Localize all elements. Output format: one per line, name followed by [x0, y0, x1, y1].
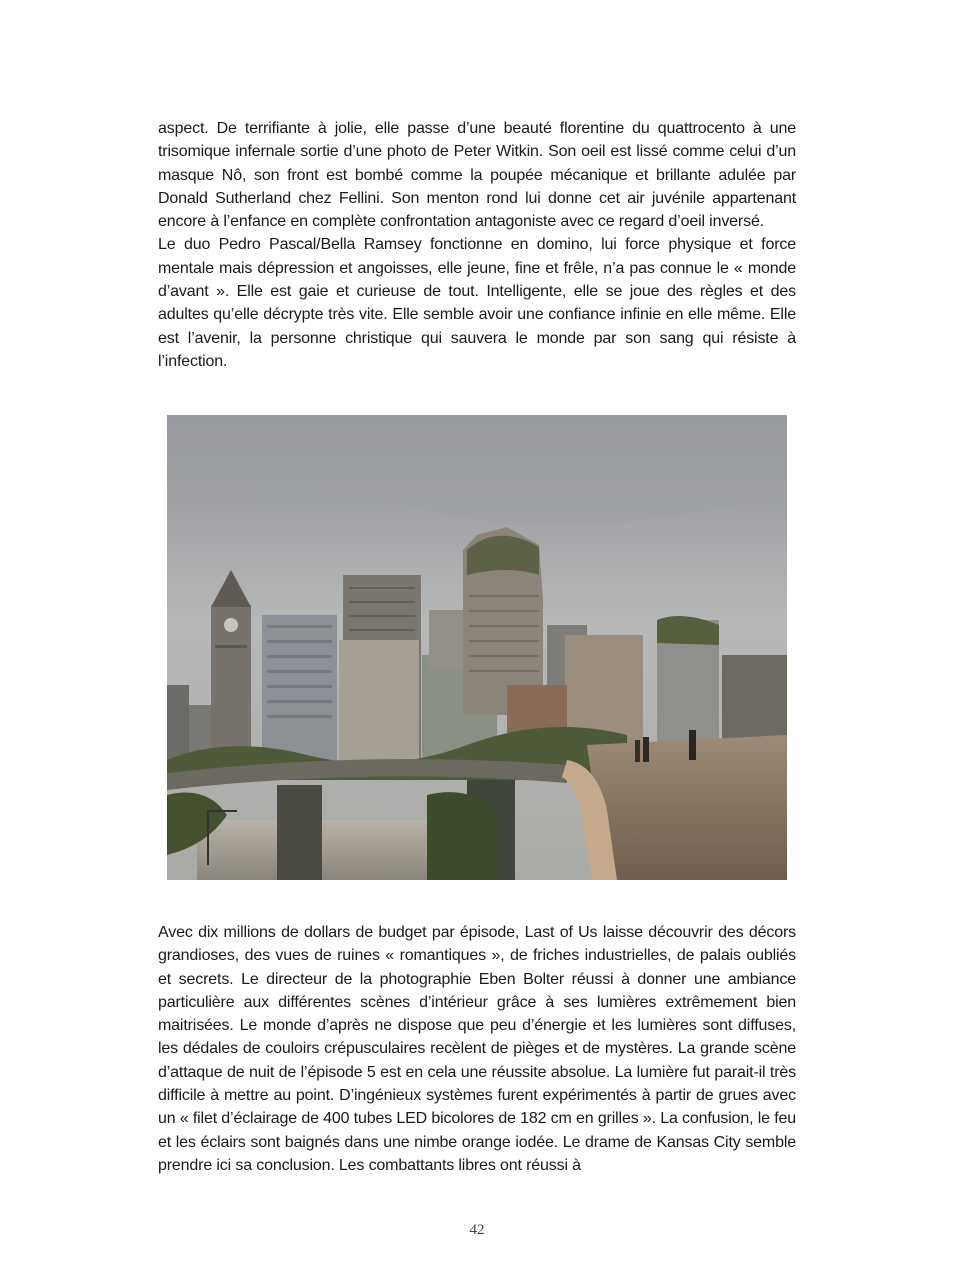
text-block-bottom — [158, 921, 796, 1177]
text-block-top — [158, 117, 796, 373]
paragraph: Le duo Pedro Pascal/Bella Ramsey fonctionne en domino, lui force physique et force mentale mais dépression et angoisses, elle jeune, fine et frêle, n’a pas connue le « monde d’avant ». Elle est gaie et curieuse de tout. Intelligente, elle se joue des règles et des adultes qu’elle décrypte très vite. Elle semble avoir une confiance infinie en elle même. Elle est l’avenir, la personne christique qui sauvera le monde par son sang qui résiste à l’infection. — [158, 236, 796, 370]
paragraph: Avec dix millions de dollars de budget par épisode, Last of Us laisse découvrir des décors grandioses, des vues de ruines « romantiques », de friches industrielles, de palais oubliés et secrets. Le directeur de la photographie Eben Bolter réussi à donner une ambiance particulière aux différentes scènes d’intérieur grâce à ses lumières extrêmement bien maitrisées. Le monde d’après ne dispose que peu d’énergie et les lumières sont diffuses, les dédales de couloirs crépusculaires recèlent de pièges et de mystères. La grande scène d’attaque de nuit de l’épisode 5 est en cela une réussite absolue. La lumière fut parait-il très difficile à mettre au point. D’ingénieux systèmes furent expérimentés à partir de grues avec un « filet d’éclairage de 400 tubes LED bicolores de 182 cm en grilles ». La confusion, le feu et les éclairs sont baignés dans une nimbe orange iodée. Le drame de Kansas City semble prendre ici sa conclusion. Les combattants libres ont réussi à — [158, 924, 796, 1174]
ruined-city-photo — [167, 415, 787, 880]
page-number: 42 — [469, 1222, 485, 1238]
paragraph: aspect. De terrifiante à jolie, elle passe d’une beauté florentine du quattrocento à une trisomique infernale sortie d’une photo de Peter Witkin. Son oeil est lissé comme celui d’un masque Nô, son front est bombé comme la poupée mécanique et brillante adulée par Donald Sutherland chez Fellini. Son menton rond lui donne cet air juvénile appartenant encore à l’enfance en complète confrontation antagoniste avec ce regard d’oeil inversé. — [158, 120, 796, 231]
